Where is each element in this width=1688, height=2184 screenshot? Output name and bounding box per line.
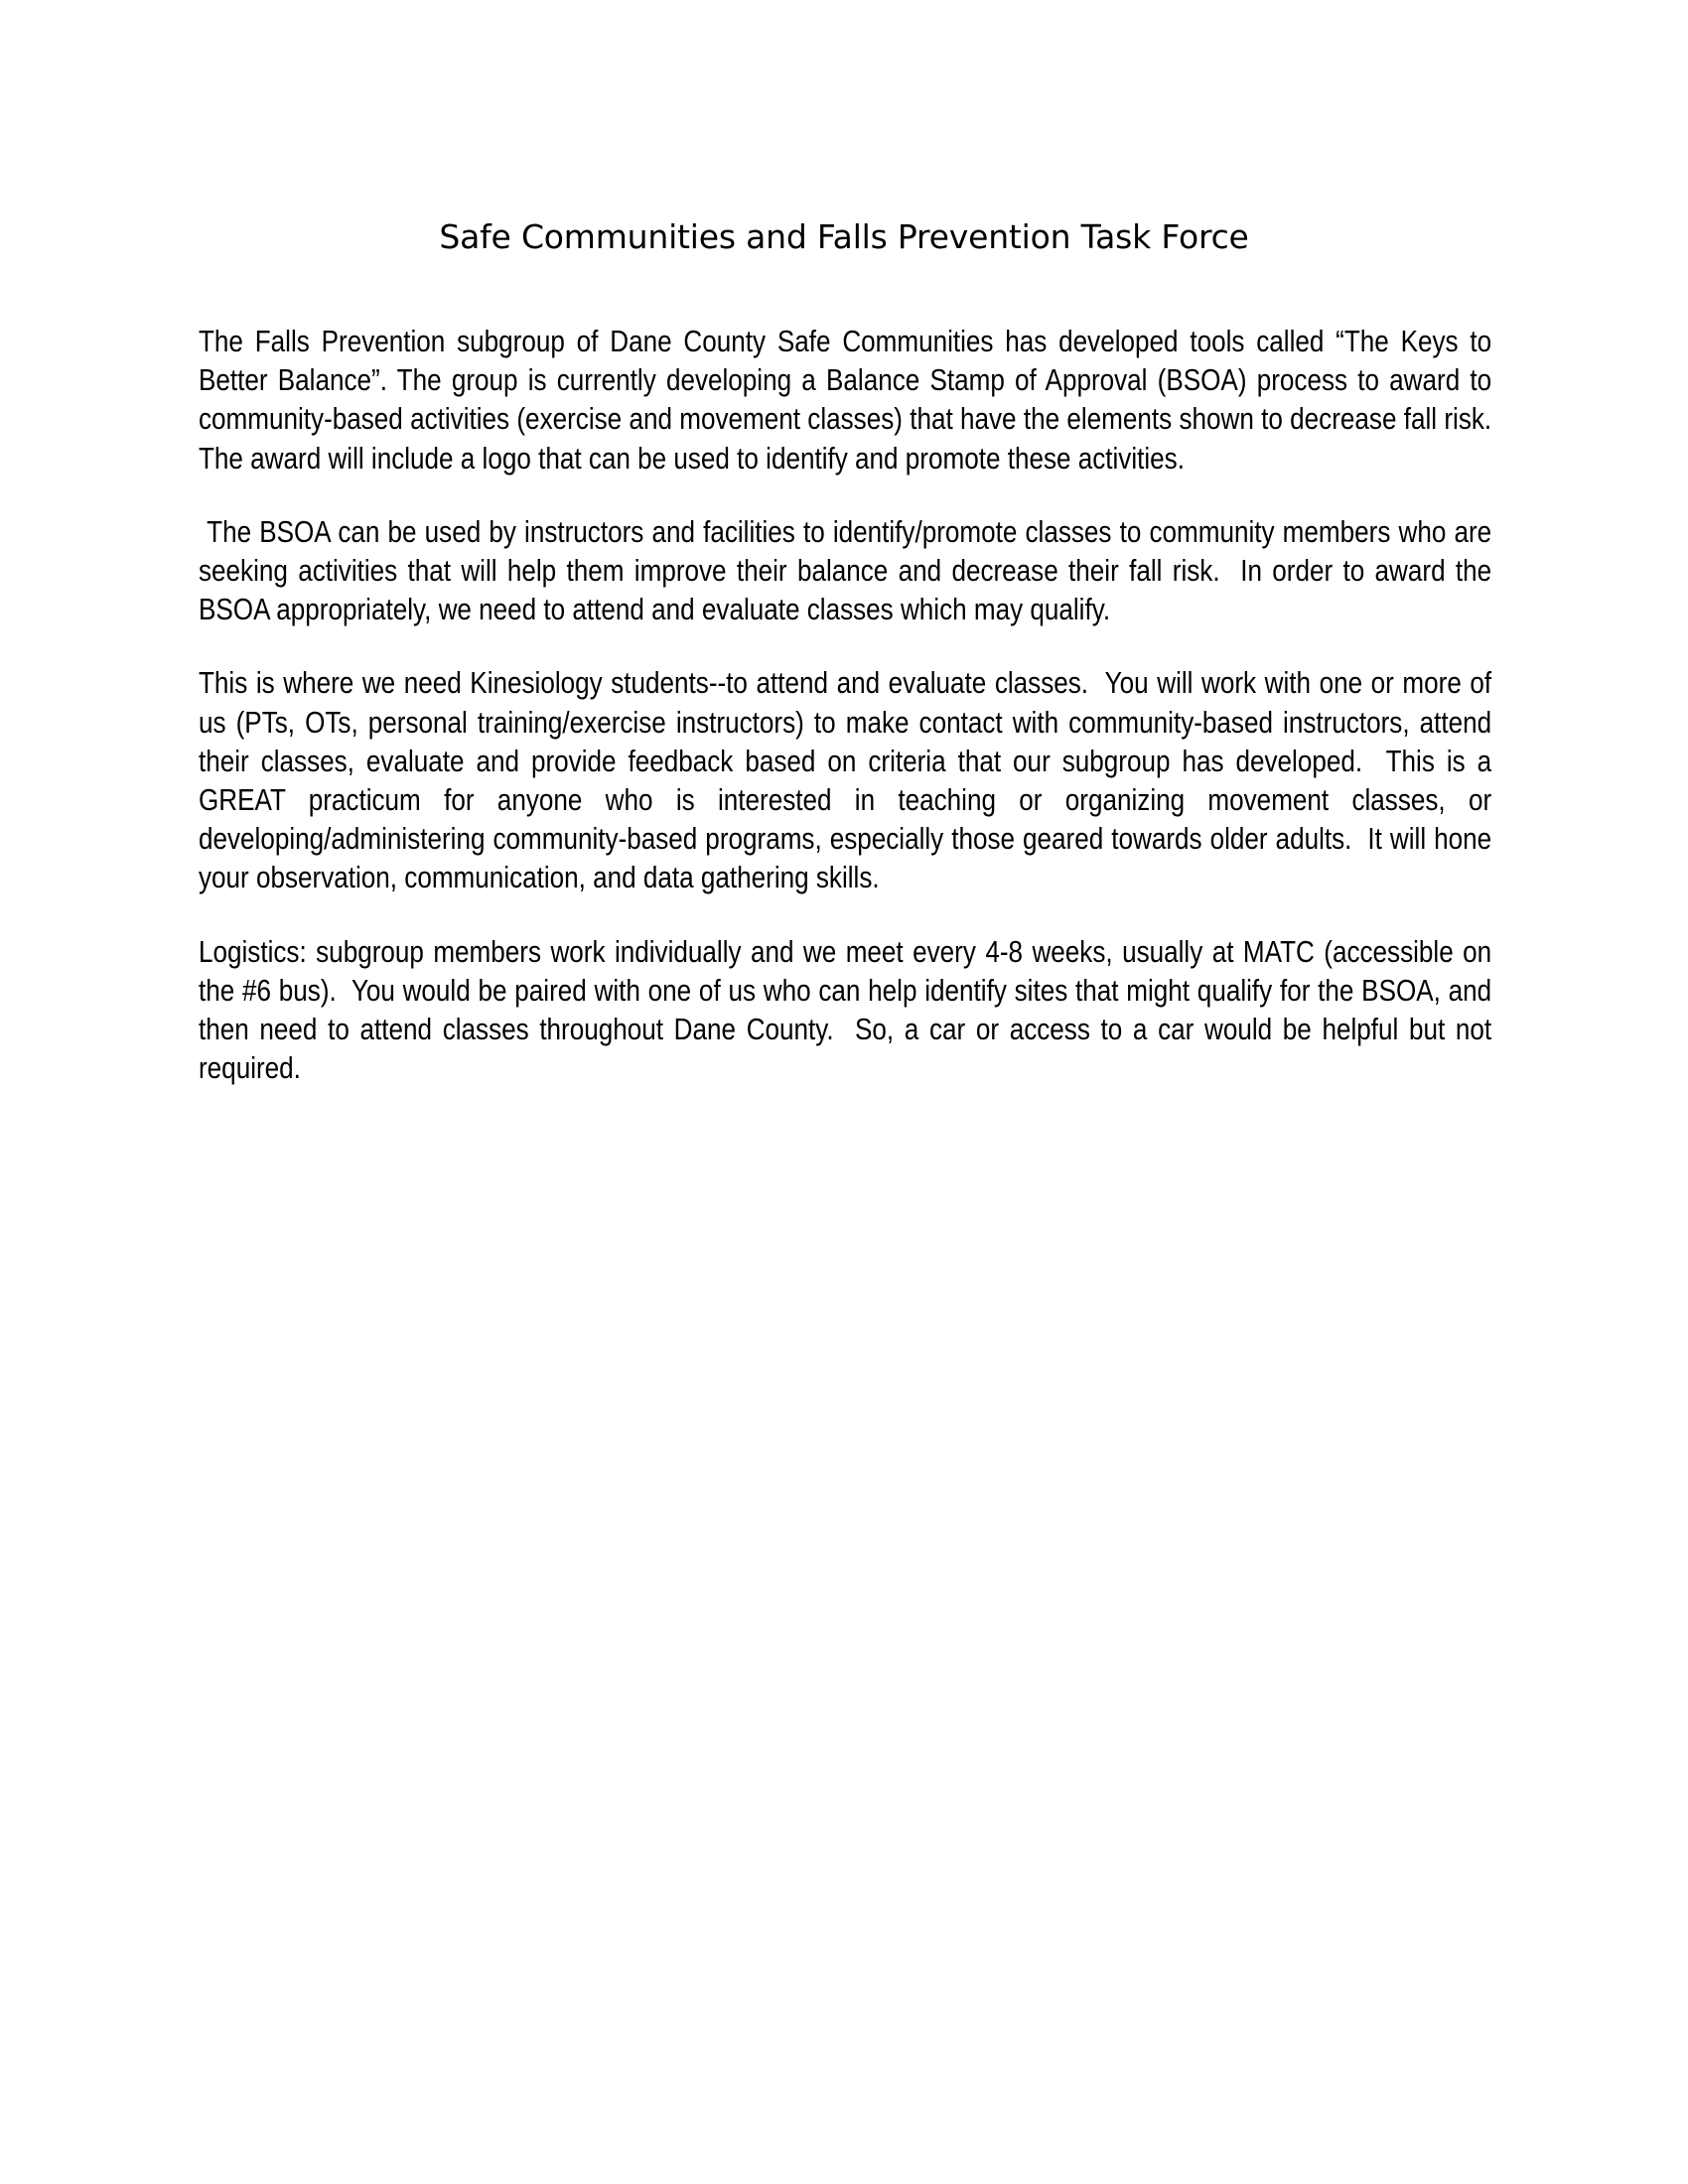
document-body	[199, 323, 1499, 1088]
paragraph-intro: The Falls Prevention subgroup of Dane County Safe Communities has developed tools called “The Keys to Better Balance”. The group is currently developing a Balance Stamp of Approval (BSOA) process to award to community-based activities (exercise and movement classes) that have the elements shown to decrease fall risk. The award will include a logo that can be used to identify and promote these activities.	[199, 325, 1499, 476]
paragraph-student-role: This is where we need Kinesiology students--to attend and evaluate classes. You will work with one or more of us (PTs, OTs, personal training/exercise instructors) to make contact with community-based instructors, attend their classes, evaluate and provide feedback based on criteria that our subgroup has developed. This is a GREAT practicum for anyone who is interested in teaching or organizing movement classes, or developing/administering community-based programs, especially those geared towards older adults. It will hone your observation, communication, and data gathering skills.	[199, 666, 1499, 895]
paragraph-logistics: Logistics: subgroup members work individually and we meet every 4-8 weeks, usually at MATC (accessible on the #6 bus). You would be paired with one of us who can help identify sites that might qualify for the BSOA, and then need to attend classes throughout Dane County. So, a car or access to a car would be helpful but not required.	[199, 934, 1499, 1086]
paragraph-bsoa-usage: The BSOA can be used by instructors and facilities to identify/promote classes to community members who are seeking activities that will help them improve their balance and decrease their fall risk. In order to award the BSOA appropriately, we need to attend and evaluate classes which may qualify.	[199, 514, 1499, 627]
page-title: Safe Communities and Falls Prevention Task Force	[439, 217, 1249, 257]
